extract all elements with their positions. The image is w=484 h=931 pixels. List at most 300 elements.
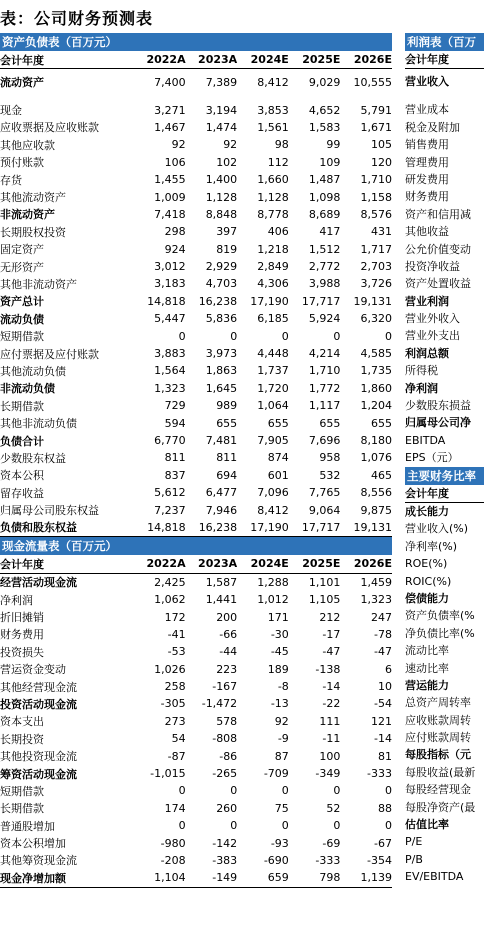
row-value: 837 [164, 468, 186, 482]
row-label: 经营活动现金流 [0, 576, 77, 590]
row-label: 营业外收入 [405, 312, 460, 326]
row-value: -709 [263, 767, 289, 781]
column-header-label: 会计年度 [405, 485, 484, 503]
row-value: 174 [164, 801, 186, 815]
row-value: 1,512 [308, 242, 341, 256]
row-value: 260 [216, 801, 238, 815]
row-label: 营业利润 [405, 294, 449, 308]
row-label: 非流动资产 [0, 208, 55, 222]
row-label: 流动负债 [0, 312, 44, 326]
row-value: 17,190 [250, 294, 289, 308]
left-column [0, 33, 392, 888]
table-row [0, 730, 392, 747]
row-label: 资本公积 [0, 469, 44, 483]
row-value: 2,929 [205, 260, 238, 274]
row-value: 1,860 [360, 381, 392, 395]
row-value: 1,645 [205, 381, 238, 395]
table-row [0, 223, 392, 240]
row-label: 折旧摊销 [0, 611, 44, 625]
table-row [0, 800, 392, 817]
row-value: 655 [267, 416, 289, 430]
row-value: 7,696 [308, 434, 341, 447]
row-value: 4,448 [257, 347, 289, 361]
row-label: 利润总额 [405, 346, 449, 360]
row-value: 1,098 [308, 190, 341, 204]
row-value: 0 [178, 819, 186, 833]
row-value: 0 [230, 329, 238, 343]
row-label: 应收账款周转 [405, 713, 471, 727]
row-value: 14,818 [147, 520, 186, 534]
column-header-year: 2022A [146, 53, 186, 67]
row-value: 874 [267, 451, 289, 465]
row-value: -93 [270, 836, 289, 850]
row-value: 1,128 [257, 190, 289, 204]
table-row [0, 171, 392, 188]
table-row [0, 449, 392, 466]
row-value: 7,905 [257, 434, 289, 447]
column-header-label: 会计年度 [405, 51, 484, 69]
row-label: 长期借款 [0, 802, 44, 816]
ratios-header: 主要财务比率 [405, 467, 484, 485]
row-value: -11 [322, 732, 341, 746]
row-value: 17,190 [250, 520, 289, 534]
row-value: 102 [216, 155, 238, 169]
row-label: 其他非流动资产 [0, 277, 77, 291]
column-header-year: 2026E [353, 53, 392, 67]
row-value: -67 [374, 836, 392, 850]
table-row [0, 834, 392, 851]
table-row [0, 782, 392, 799]
row-value: -354 [367, 853, 392, 867]
row-value: 92 [171, 138, 186, 152]
row-value: -66 [219, 627, 238, 641]
row-label: 其他收益 [405, 225, 449, 239]
row-label: 偿债能力 [405, 591, 449, 605]
row-value: -1,015 [150, 767, 186, 781]
row-value: 8,778 [257, 207, 289, 221]
row-label: 其他投资现金流 [0, 750, 77, 764]
row-value: 4,703 [205, 277, 238, 291]
row-value: 0 [384, 819, 392, 833]
row-value: 465 [370, 468, 392, 482]
row-value: 0 [333, 784, 341, 798]
row-value: 655 [319, 416, 341, 430]
table-row [0, 467, 392, 484]
row-value: 3,183 [154, 277, 186, 291]
column-header-label: 会计年度 [0, 53, 44, 67]
row-value: 88 [377, 801, 392, 815]
table-row [0, 154, 392, 171]
row-value: 111 [319, 714, 341, 728]
column-header-year: 2022A [146, 557, 186, 571]
row-value: 120 [370, 155, 392, 169]
row-value: 1,710 [308, 364, 341, 378]
row-value: 406 [267, 225, 289, 239]
row-value: 1,583 [308, 120, 341, 134]
row-label: 资产负债率(% [405, 609, 475, 623]
row-label: 每股收益(最新 [405, 765, 476, 779]
row-label: P/B [405, 852, 423, 866]
row-value: 16,238 [198, 520, 238, 534]
row-label: 其他流动负债 [0, 364, 66, 378]
row-value: -44 [219, 645, 238, 659]
row-value: 5,612 [154, 486, 186, 500]
row-label: ROE(%) [405, 557, 448, 571]
row-value: 2,772 [308, 260, 341, 274]
row-value: -53 [167, 645, 186, 659]
balance-column-header-row [0, 51, 392, 69]
row-label: 其他流动资产 [0, 191, 66, 205]
row-value: 1,104 [154, 871, 186, 885]
row-value: 7,096 [257, 486, 289, 500]
row-value: 578 [216, 714, 238, 728]
ratios-table [405, 485, 484, 886]
row-label: 流动资产 [0, 76, 44, 90]
row-value: 1,128 [205, 190, 238, 204]
row-value: 1,076 [360, 451, 392, 465]
row-value: 8,412 [257, 503, 289, 517]
table-row [0, 275, 392, 292]
row-value: 7,400 [154, 75, 186, 89]
table-row [0, 765, 392, 782]
table-row [0, 678, 392, 695]
row-value: 924 [164, 242, 186, 256]
row-label: 销售费用 [405, 138, 449, 152]
row-label: 每股指标（元 [405, 748, 471, 762]
row-label: 财务费用 [405, 190, 449, 204]
row-label: 营运能力 [405, 678, 449, 692]
row-value: 17,717 [301, 294, 341, 308]
table-row [0, 869, 392, 887]
row-value: 98 [274, 138, 289, 152]
row-value: 811 [164, 451, 186, 465]
row-value: -167 [212, 680, 238, 694]
row-value: -87 [167, 749, 186, 763]
column-header-year: 2026E [353, 557, 392, 571]
row-value: 5,836 [205, 312, 238, 326]
row-value: 4,652 [308, 103, 341, 117]
row-value: 1,717 [360, 242, 392, 256]
row-label: 普通股增加 [0, 819, 55, 833]
row-value: 1,720 [257, 381, 289, 395]
row-value: 109 [319, 155, 341, 169]
row-value: 7,237 [154, 503, 186, 517]
row-value: 16,238 [198, 294, 238, 308]
table-row [0, 501, 392, 518]
row-label: 短期借款 [0, 784, 44, 798]
table-row [0, 626, 392, 643]
row-value: 258 [164, 680, 186, 694]
row-value: 8,180 [360, 434, 392, 447]
row-value: 1,062 [154, 593, 186, 607]
row-value: 105 [370, 138, 392, 152]
row-value: 0 [333, 819, 341, 833]
row-value: 99 [326, 138, 341, 152]
row-value: 7,946 [205, 503, 238, 517]
row-value: 9,029 [308, 75, 341, 89]
row-value: 1,487 [308, 173, 341, 187]
row-value: 0 [281, 819, 289, 833]
row-value: 1,026 [154, 662, 186, 676]
row-value: -142 [212, 836, 238, 850]
row-value: -41 [167, 627, 186, 641]
row-value: 2,849 [257, 260, 289, 274]
row-value: 19,131 [353, 294, 392, 308]
row-label: 短期借款 [0, 330, 44, 344]
row-value: 3,726 [360, 277, 392, 291]
row-value: 4,585 [360, 347, 392, 361]
row-label: 其他应收款 [0, 138, 55, 152]
table-row [0, 380, 392, 397]
row-value: 1,474 [205, 120, 238, 134]
row-label: 少数股东损益 [405, 399, 471, 413]
balance-sheet-header: 资产负债表（百万元） [0, 33, 392, 51]
row-label: 其他非流动负债 [0, 417, 77, 431]
row-value: 19,131 [353, 520, 392, 534]
row-value: 729 [164, 399, 186, 413]
row-value: -13 [270, 697, 289, 711]
row-value: 3,012 [154, 260, 186, 274]
row-value: -47 [322, 645, 341, 659]
row-value: -69 [322, 836, 341, 850]
row-label: 非流动负债 [0, 382, 55, 396]
row-value: -149 [212, 871, 238, 885]
row-label: 资产和信用减 [405, 207, 471, 221]
row-value: -9 [277, 732, 289, 746]
row-value: 958 [319, 451, 341, 465]
balance-sheet-table [0, 51, 392, 537]
row-value: -808 [212, 732, 238, 746]
row-label: 税金及附加 [405, 120, 460, 134]
row-value: 3,988 [308, 277, 341, 291]
row-value: 819 [216, 242, 238, 256]
row-value: 92 [274, 714, 289, 728]
table-row [0, 484, 392, 501]
row-value: 172 [164, 610, 186, 624]
row-value: -30 [270, 627, 289, 641]
table-row [0, 519, 392, 537]
row-value: 100 [319, 749, 341, 763]
row-label: 长期股权投资 [0, 225, 66, 239]
row-value: -45 [270, 645, 289, 659]
row-label: 筹资活动现金流 [0, 767, 77, 781]
row-label: 应收票据及应收账款 [0, 121, 99, 135]
row-value: -1,472 [201, 697, 238, 711]
row-value: 1,101 [308, 575, 341, 589]
row-value: 0 [178, 329, 186, 343]
row-value: 87 [274, 749, 289, 763]
row-value: -333 [315, 853, 341, 867]
row-value: 594 [164, 416, 186, 430]
row-value: -305 [160, 697, 186, 711]
column-header-year: 2025E [302, 53, 341, 67]
row-label: 投资活动现金流 [0, 697, 77, 711]
row-value: 1,660 [257, 173, 289, 187]
row-value: 52 [326, 801, 341, 815]
row-value: 273 [164, 714, 186, 728]
row-value: 417 [319, 225, 341, 239]
row-value: 54 [171, 732, 186, 746]
row-label: 负债合计 [0, 434, 44, 448]
row-label: 资产总计 [0, 295, 44, 309]
row-value: -349 [315, 767, 341, 781]
row-value: 1,737 [257, 364, 289, 378]
table-row [0, 293, 392, 310]
row-value: 601 [267, 468, 289, 482]
row-value: -208 [160, 853, 186, 867]
row-label: 净利润 [0, 593, 33, 607]
row-label: 其他经营现金流 [0, 680, 77, 694]
row-value: 6,770 [154, 434, 186, 447]
row-label: 净负债比率(% [405, 626, 475, 640]
row-value: -47 [374, 645, 392, 659]
row-value: 8,576 [360, 207, 392, 221]
row-label: 存货 [0, 173, 22, 187]
row-value: -383 [212, 853, 238, 867]
row-value: 298 [164, 225, 186, 239]
row-value: 7,765 [308, 486, 341, 500]
table-row [0, 258, 392, 275]
row-label: 每股经营现金 [405, 783, 471, 797]
row-label: 投资净收益 [405, 259, 460, 273]
table-row [0, 362, 392, 379]
row-value: 8,689 [308, 207, 341, 221]
row-value: 106 [164, 155, 186, 169]
row-value: 3,973 [205, 347, 238, 361]
row-value: 8,556 [360, 486, 392, 500]
row-label: 归属母公司股东权益 [0, 504, 99, 518]
table-row [0, 817, 392, 834]
page-title: 表：公司财务预测表 [0, 9, 154, 28]
row-value: 1,564 [154, 364, 186, 378]
row-value: 189 [267, 662, 289, 676]
row-value: -14 [374, 732, 392, 746]
row-label: 长期投资 [0, 732, 44, 746]
row-value: -17 [322, 627, 341, 641]
row-value: 694 [216, 468, 238, 482]
row-value: 532 [319, 468, 341, 482]
row-label: 管理费用 [405, 155, 449, 169]
row-value: 17,717 [301, 520, 341, 534]
row-label: 公允价值变动 [405, 242, 471, 256]
table-row [0, 241, 392, 258]
table-row [0, 136, 392, 153]
row-value: 1,772 [308, 381, 341, 395]
row-label: 估值比率 [405, 818, 449, 832]
row-label: 营业外支出 [405, 329, 460, 343]
row-value: -265 [212, 767, 238, 781]
row-value: 1,455 [154, 173, 186, 187]
row-label: 净利率(%) [405, 539, 458, 553]
row-label: 速动比率 [405, 661, 449, 675]
row-value: 1,441 [205, 593, 238, 607]
table-row [0, 643, 392, 660]
row-value: -980 [160, 836, 186, 850]
row-value: 7,389 [205, 75, 238, 89]
row-value: 1,009 [154, 190, 186, 204]
row-label: 营业成本 [405, 103, 449, 117]
table-row [0, 747, 392, 764]
row-value: 2,703 [360, 260, 392, 274]
row-value: -54 [374, 697, 392, 711]
row-value: 112 [267, 155, 289, 169]
row-value: -78 [374, 627, 392, 641]
row-label: 每股净资产(最 [405, 800, 476, 814]
row-label: 现金 [0, 104, 22, 118]
row-value: 3,271 [154, 103, 186, 117]
cashflow-table [0, 555, 392, 887]
row-label: ROIC(%) [405, 574, 452, 588]
column-header-year: 2025E [302, 557, 341, 571]
row-value: 1,117 [308, 399, 341, 413]
row-value: -8 [277, 680, 289, 694]
row-value: 1,288 [257, 575, 289, 589]
table-row [0, 101, 392, 118]
table-row [0, 432, 392, 449]
table-row [0, 574, 392, 591]
income-statement-header: 利润表（百万 [405, 33, 484, 51]
row-label: 无形资产 [0, 260, 44, 274]
row-value: 247 [370, 610, 392, 624]
row-value: 1,218 [257, 242, 289, 256]
row-value: 798 [319, 871, 341, 885]
row-value: 9,064 [308, 503, 341, 517]
row-label: 所得税 [405, 364, 438, 378]
row-value: 1,105 [308, 593, 341, 607]
row-label: 资本支出 [0, 715, 44, 729]
row-value: 75 [274, 801, 289, 815]
table-row [0, 852, 392, 869]
row-value: 1,323 [154, 381, 186, 395]
row-label: 留存收益 [0, 486, 44, 500]
row-label: 应付票据及应付账款 [0, 347, 99, 361]
row-value: 1,459 [360, 575, 392, 589]
row-value: -86 [219, 749, 238, 763]
row-label: 成长能力 [405, 504, 449, 518]
table-row [0, 695, 392, 712]
row-value: 1,400 [205, 173, 238, 187]
row-value: 8,412 [257, 75, 289, 89]
cashflow-header: 现金流量表（百万元） [0, 537, 392, 555]
row-label: 营业收入 [405, 75, 449, 89]
row-value: 659 [267, 871, 289, 885]
row-value: 1,064 [257, 399, 289, 413]
row-value: 1,323 [360, 593, 392, 607]
row-value: 121 [370, 714, 392, 728]
table-row [0, 713, 392, 730]
row-value: 212 [319, 610, 341, 624]
table-row [0, 345, 392, 362]
row-value: 92 [223, 138, 238, 152]
row-value: 223 [216, 662, 238, 676]
row-value: 3,194 [205, 103, 238, 117]
row-value: 9,875 [360, 503, 392, 517]
row-value: 989 [216, 399, 238, 413]
row-value: 171 [267, 610, 289, 624]
row-label: EPS（元） [405, 451, 459, 465]
row-label: 营运资金变动 [0, 663, 66, 677]
row-value: -333 [367, 767, 392, 781]
row-label: 财务费用 [0, 628, 44, 642]
row-value: 1,735 [360, 364, 392, 378]
row-label: 投资损失 [0, 645, 44, 659]
row-value: 5,924 [308, 312, 341, 326]
row-value: 7,418 [154, 207, 186, 221]
column-header-year: 2023A [198, 53, 238, 67]
table-row [0, 119, 392, 136]
row-value: 1,467 [154, 120, 186, 134]
row-value: 3,883 [154, 347, 186, 361]
